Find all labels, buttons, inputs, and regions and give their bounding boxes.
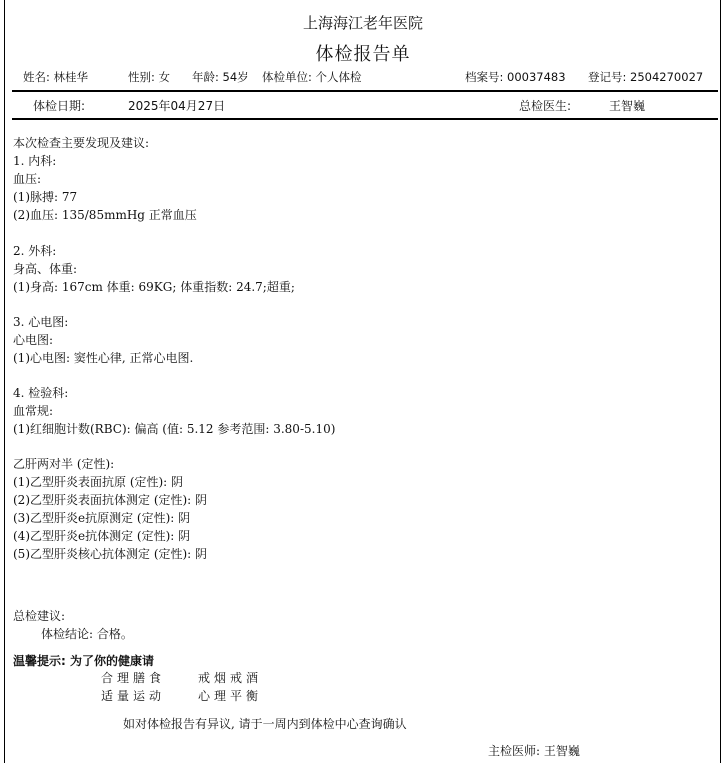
findings-heading: 本次检查主要发现及建议: — [13, 136, 150, 150]
registration-number: 登记号: 2504270027 — [588, 70, 704, 84]
exam-date-value: 2025年04月27日 — [128, 99, 226, 113]
finding-item: (1)红细胞计数(RBC): 偏高 (值: 5.12 参考范围: 3.80-5.10) — [13, 422, 336, 436]
hospital-name: 上海海江老年医院 — [302, 14, 423, 32]
finding-item: (1)身高: 167cm 体重: 69KG; 体重指数: 24.7;超重; — [13, 280, 295, 294]
finding-item: (1)脉搏: 77 — [13, 190, 78, 204]
right-border — [720, 0, 721, 763]
header-divider-top — [12, 90, 718, 92]
chief-doctor-label: 总检医生: — [519, 99, 572, 113]
patient-gender: 性别: 女 — [128, 70, 171, 84]
finding-item: (2)血压: 135/85mmHg 正常血压 — [13, 208, 197, 222]
file-number: 档案号: 00037483 — [465, 70, 566, 84]
chief-doctor-value: 王智巍 — [609, 99, 646, 113]
finding-item: (3)乙型肝炎e抗原测定 (定性): 阴 — [13, 511, 191, 525]
finding-item: (4)乙型肝炎e抗体测定 (定性): 阴 — [13, 529, 191, 543]
tips-title: 温馨提示: 为了你的健康请 — [13, 654, 154, 668]
exam-unit: 体检单位: 个人体检 — [262, 70, 362, 84]
subsection-title: 心电图: — [13, 333, 54, 347]
patient-age: 年龄: 54岁 — [192, 70, 249, 84]
finding-item: (2)乙型肝炎表面抗体测定 (定性): 阴 — [13, 493, 208, 507]
tip-mental: 心理平衡 — [198, 689, 263, 703]
subsection-title: 身高、体重: — [13, 262, 78, 276]
section-title: 1. 内科: — [13, 154, 57, 168]
advice-title: 总检建议: — [13, 609, 66, 623]
left-border — [4, 0, 5, 763]
subsection-title: 血常规: — [13, 404, 54, 418]
report-title: 体检报告单 — [315, 44, 411, 65]
subsection-title: 血压: — [13, 172, 42, 186]
subsection-title: 乙肝两对半 (定性): — [13, 457, 115, 471]
section-title: 4. 检验科: — [13, 386, 69, 400]
patient-name: 姓名: 林桂华 — [23, 70, 89, 84]
advice-conclusion: 体检结论: 合格。 — [41, 627, 133, 641]
tip-exercise: 适量运动 — [101, 689, 166, 703]
chief-physician-signature: 主检医师: 王智巍 — [488, 744, 580, 758]
tip-diet: 合理膳食 — [101, 671, 166, 685]
section-title: 2. 外科: — [13, 244, 57, 258]
section-title: 3. 心电图: — [13, 315, 69, 329]
finding-item: (1)心电图: 窦性心律, 正常心电图. — [13, 351, 194, 365]
exam-date-label: 体检日期: — [33, 99, 86, 113]
header-divider-bottom — [12, 118, 718, 120]
objection-notice: 如对体检报告有异议, 请于一周内到体检中心查询确认 — [123, 717, 407, 731]
tip-smoking: 戒烟戒酒 — [198, 671, 263, 685]
finding-item: (1)乙型肝炎表面抗原 (定性): 阴 — [13, 475, 184, 489]
finding-item: (5)乙型肝炎核心抗体测定 (定性): 阴 — [13, 547, 208, 561]
